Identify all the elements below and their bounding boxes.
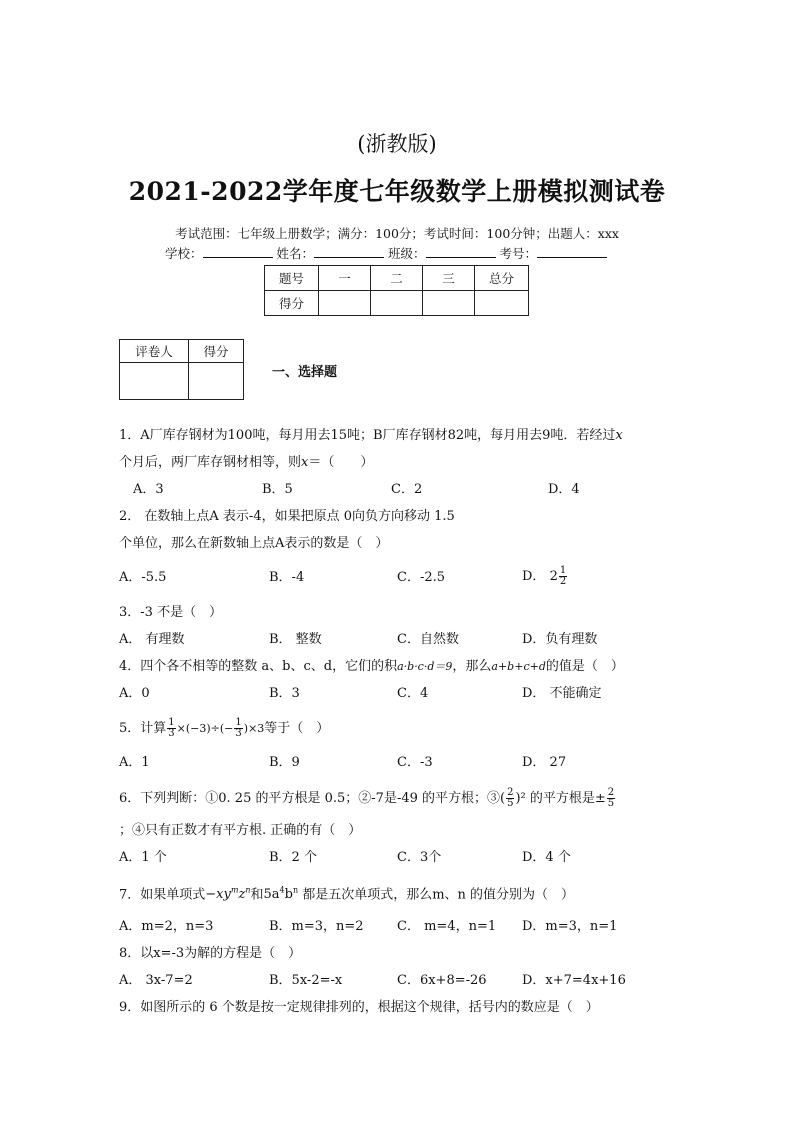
q4-option-d[interactable]: D． 不能确定 xyxy=(522,686,602,701)
score-cell[interactable] xyxy=(423,291,475,316)
grader-cell[interactable] xyxy=(120,363,189,400)
edition-label: (浙教版) xyxy=(357,132,437,156)
q6-option-d[interactable]: D．4 个 xyxy=(522,850,571,865)
q2-option-b[interactable]: B．-4 xyxy=(269,570,305,585)
q7-sup-4: 4 xyxy=(279,886,285,895)
q7-prefix: 7．如果单项式 xyxy=(119,887,206,903)
q5-den-1: 3 xyxy=(168,728,175,739)
grader-label: 评卷人 xyxy=(120,340,189,363)
q7-sup-n: n xyxy=(245,886,251,895)
q4-option-c[interactable]: C．4 xyxy=(397,686,429,701)
q1-option-b[interactable]: B．5 xyxy=(262,482,293,497)
q3-option-c[interactable]: C．自然数 xyxy=(397,632,459,647)
question-1-line2 xyxy=(119,455,373,471)
q7-expr-1b: z xyxy=(238,887,246,903)
score-cell[interactable] xyxy=(319,291,371,316)
q7-sup-m: m xyxy=(230,886,239,895)
number-label: 考号： xyxy=(499,246,538,261)
q7-suffix: 都是五次单项式，那么m、n 的值分别为（ ） xyxy=(298,887,575,903)
q7-option-c[interactable]: C． m=4，n=1 xyxy=(397,919,497,934)
question-8: 8．以x=-3为解的方程是（ ） xyxy=(119,946,302,961)
q1-option-a[interactable]: A．3 xyxy=(133,482,164,497)
q5-fraction-1 xyxy=(167,718,175,739)
question-2-line2: 个单位，那么在新数轴上点A表示的数是（ ） xyxy=(119,536,389,551)
q4-text-b: ，那么 xyxy=(452,659,492,674)
q3-option-b[interactable]: B． 整数 xyxy=(269,632,322,647)
q5-prefix: 5．计算 xyxy=(119,721,167,736)
exam-info: 考试范围：七年级上册数学；满分：100分；考试时间：100分钟；出题人：xxx xyxy=(175,226,619,241)
q8-option-d[interactable]: D．x+7=4x+16 xyxy=(522,973,626,988)
q7-expr-2a: 5a xyxy=(263,887,280,903)
q7-expr-2b: b xyxy=(284,887,293,903)
score-header-cell: 二 xyxy=(371,266,423,291)
q2-option-d-label: D． xyxy=(522,569,546,584)
class-label: 班级： xyxy=(388,246,426,261)
q7-mid: 和 xyxy=(250,887,264,903)
q4-option-b[interactable]: B．3 xyxy=(269,686,300,701)
q7-sup-n2: n xyxy=(292,886,299,895)
score-header-cell: 一 xyxy=(319,266,371,291)
grader-score-cell[interactable] xyxy=(189,363,244,400)
q7-option-a[interactable]: A．m=2，n=3 xyxy=(119,919,214,934)
question-5 xyxy=(119,718,329,739)
name-label: 姓名： xyxy=(276,246,315,261)
q2-d-fraction xyxy=(559,566,567,587)
question-4 xyxy=(119,659,624,675)
score-header-cell: 题号 xyxy=(265,266,319,291)
question-1-line1 xyxy=(119,428,623,444)
q6-option-a[interactable]: A．1 个 xyxy=(119,850,167,865)
school-label: 学校： xyxy=(165,246,203,261)
q7-expr-1 xyxy=(205,887,250,902)
score-cell[interactable] xyxy=(371,291,423,316)
q4-text-a: 4．四个各不相等的整数 a、b、c、d，它们的积 xyxy=(119,659,398,674)
question-7 xyxy=(119,883,574,903)
q2-d-whole: 2 xyxy=(549,569,558,584)
q2-d-num: 1 xyxy=(559,565,567,576)
q1-text-2b: ＝（ ） xyxy=(308,455,374,470)
q7-expr-2 xyxy=(263,887,298,902)
q5-option-b[interactable]: B．9 xyxy=(269,755,300,770)
grader-table xyxy=(119,339,244,400)
q6-fraction-2 xyxy=(607,788,615,809)
q1-text-2a: 个月后，两厂库存钢材相等，则 xyxy=(119,455,302,470)
q4-sum: a+b+c+d xyxy=(491,660,546,673)
q8-option-a[interactable]: A． 3x-7=2 xyxy=(119,973,193,988)
question-2-line1: 2． 在数轴上点A 表示-4，如果把原点 0向负方向移动 1.5 xyxy=(119,509,455,524)
q5-option-c[interactable]: C．-3 xyxy=(397,755,433,770)
q6-den-1: 5 xyxy=(507,798,514,809)
class-blank[interactable] xyxy=(426,245,496,258)
q4-product: a·b·c·d＝9 xyxy=(397,660,453,673)
q6-num-2: 2 xyxy=(607,787,615,798)
q8-option-c[interactable]: C．6x+8=-26 xyxy=(397,973,487,988)
q5-fraction-2 xyxy=(234,718,242,739)
name-blank[interactable] xyxy=(314,245,384,258)
question-9: 9．如图所示的 6 个数是按一定规律排列的，根据这个规律，括号内的数应是（ ） xyxy=(119,1000,599,1015)
q7-option-d[interactable]: D．m=3，n=1 xyxy=(522,919,618,934)
q6-fraction-1 xyxy=(506,788,514,809)
score-header-cell: 总分 xyxy=(475,266,529,291)
q6-den-2: 5 xyxy=(607,798,615,809)
question-3: 3．-3 不是（ ） xyxy=(119,605,223,620)
school-blank[interactable] xyxy=(203,245,273,258)
q3-option-d[interactable]: D．负有理数 xyxy=(522,632,598,647)
q4-text-c: 的值是（ ） xyxy=(545,659,624,674)
q2-option-c[interactable]: C．-2.5 xyxy=(397,570,446,585)
q1-option-c[interactable]: C．2 xyxy=(391,482,423,497)
score-cell[interactable] xyxy=(475,291,529,316)
section-title: 一、选择题 xyxy=(272,365,338,380)
student-fields xyxy=(165,244,607,262)
q2-option-a[interactable]: A．-5.5 xyxy=(119,570,167,585)
q7-option-b[interactable]: B．m=3，n=2 xyxy=(269,919,364,934)
q1-var: x xyxy=(615,428,623,443)
q1-option-d[interactable]: D．4 xyxy=(548,482,580,497)
q3-option-a[interactable]: A． 有理数 xyxy=(119,632,185,647)
q2-option-d[interactable] xyxy=(522,566,568,587)
score-row-label: 得分 xyxy=(265,291,319,316)
q5-mid-1: ×(−3)÷(− xyxy=(176,722,234,735)
question-6-line2: ；④只有正数才有平方根. 正确的有（ ） xyxy=(119,823,362,838)
q6-prefix: 6．下列判断：①0. 25 的平方根是 0.5；②-7是-49 的平方根；③( xyxy=(119,791,506,806)
exam-title: 2021-2022学年度七年级数学上册模拟测试卷 xyxy=(128,177,666,206)
q5-mid-2: )×3 xyxy=(243,722,265,735)
q5-den-2: 3 xyxy=(235,728,242,739)
q1-var-2: x xyxy=(301,455,309,470)
q5-suffix: 等于（ ） xyxy=(264,721,330,736)
q5-option-d[interactable]: D． 27 xyxy=(522,755,567,770)
q6-option-c[interactable]: C．3个 xyxy=(397,850,442,865)
grader-score-label: 得分 xyxy=(189,340,244,363)
q5-num-2: 1 xyxy=(235,717,242,728)
q1-text: 1．A厂库存钢材为100吨，每月用去15吨；B厂库存钢材82吨，每月用去9吨．若经过 xyxy=(119,428,616,443)
score-table xyxy=(264,265,529,316)
q5-option-a[interactable]: A．1 xyxy=(119,755,150,770)
q6-option-b[interactable]: B．2 个 xyxy=(269,850,317,865)
q7-expr-1a: −xy xyxy=(205,887,231,903)
q5-num-1: 1 xyxy=(168,717,175,728)
number-blank[interactable] xyxy=(537,245,607,258)
question-6-line1 xyxy=(119,788,616,809)
q2-d-den: 2 xyxy=(559,576,567,587)
score-header-cell: 三 xyxy=(423,266,475,291)
q8-option-b[interactable]: B．5x-2=-x xyxy=(269,973,343,988)
q4-option-a[interactable]: A．0 xyxy=(119,686,150,701)
q6-mid: )² 的平方根是± xyxy=(515,791,606,806)
q6-num-1: 2 xyxy=(507,787,514,798)
